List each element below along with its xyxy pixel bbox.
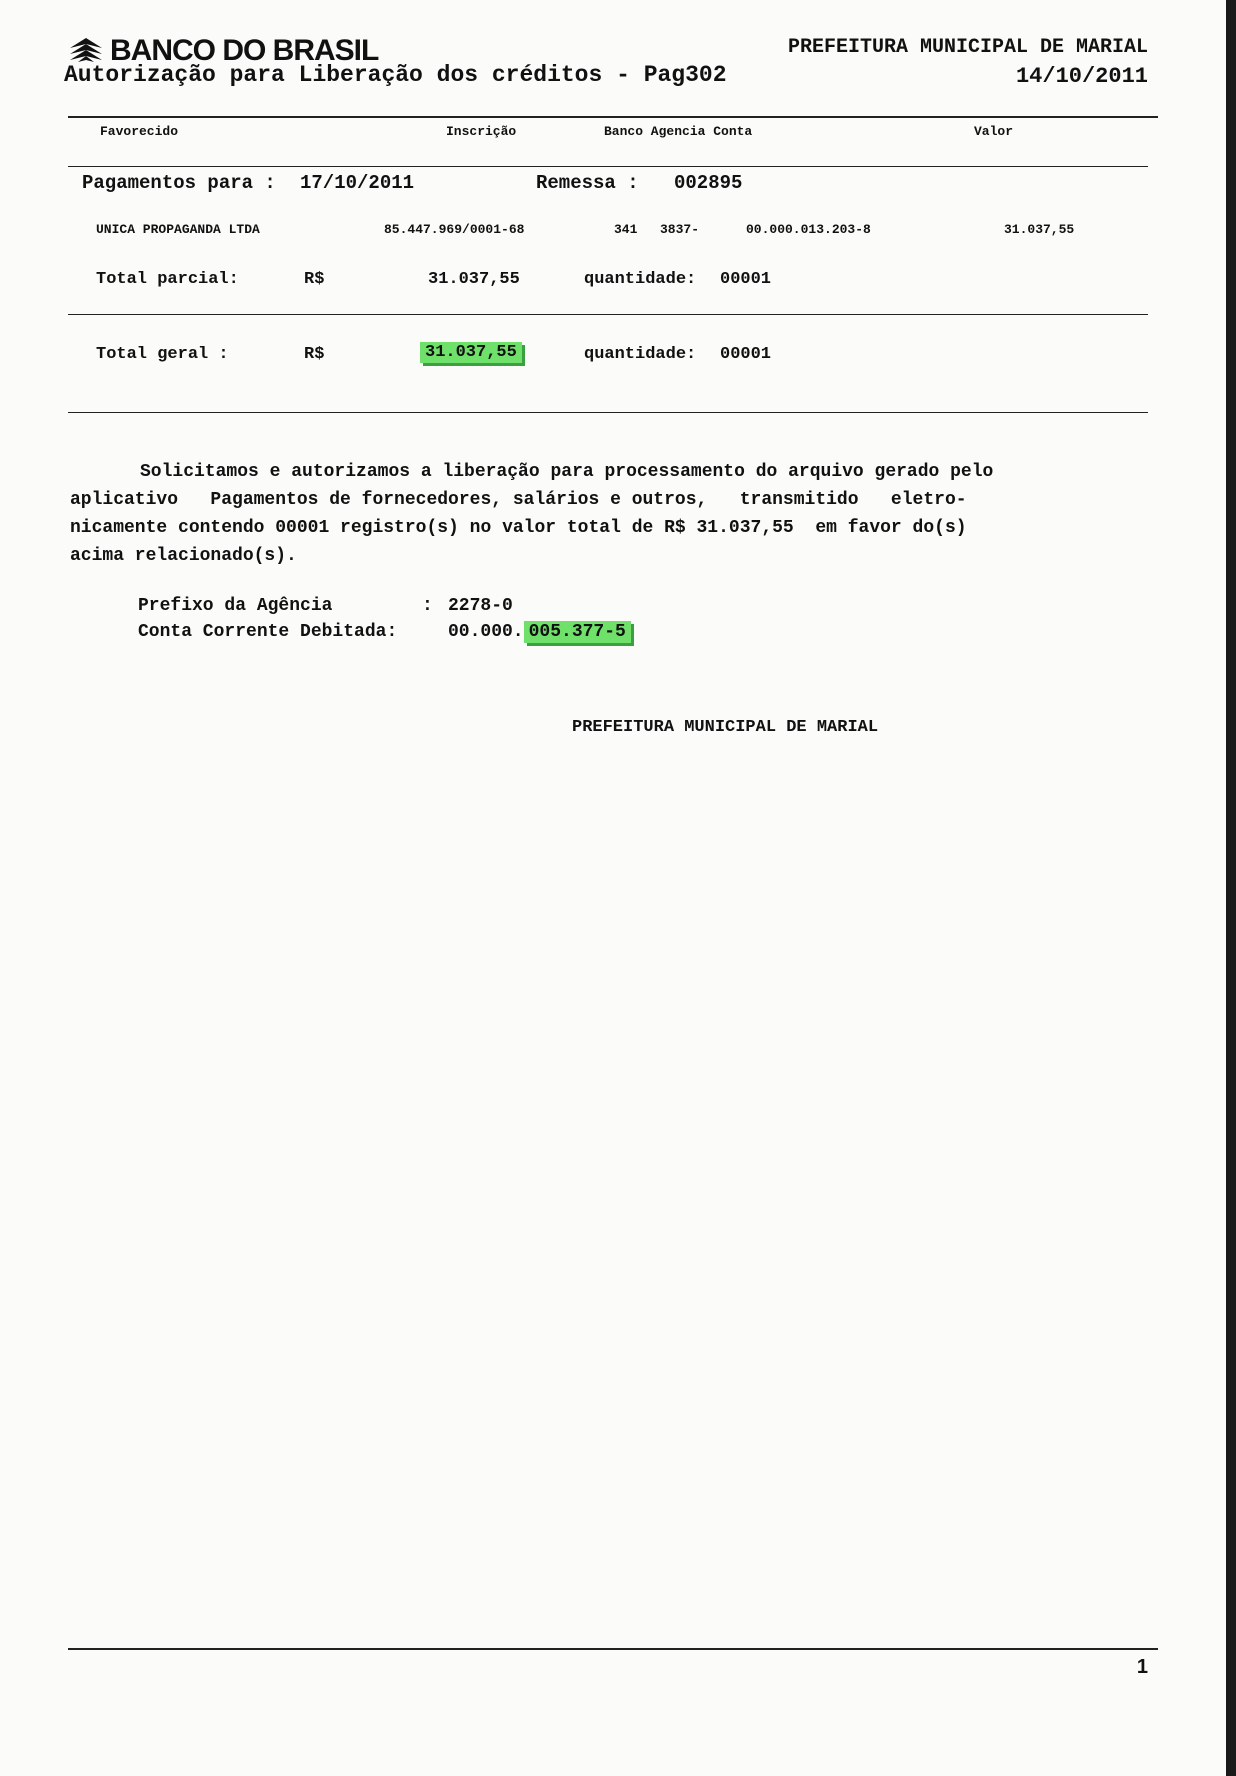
signer-name: PREFEITURA MUNICIPAL DE MARIAL: [572, 718, 879, 737]
paragraph-line: acima relacionado(s).: [70, 546, 297, 566]
total-geral-qty-label: quantidade:: [584, 345, 697, 364]
paragraph-line: aplicativo Pagamentos de fornecedores, salários e outros, transmitido eletro-: [70, 490, 967, 510]
conta-value: [448, 622, 631, 642]
bank-name: BANCO DO BRASIL: [110, 34, 379, 67]
col-valor: Valor: [974, 124, 1014, 139]
total-parcial-label: Total parcial:: [96, 270, 239, 289]
entry-inscricao: 85.447.969/0001-68: [384, 222, 525, 237]
total-geral-highlight: 31.037,55: [420, 342, 522, 363]
subtotal-divider: [68, 314, 1148, 315]
col-banco-agencia-conta: Banco Agencia Conta: [604, 124, 753, 139]
total-divider: [68, 412, 1148, 413]
total-parcial-qty-label: quantidade:: [584, 270, 697, 289]
section-divider: [68, 166, 1148, 167]
total-geral-qty: 00001: [720, 345, 772, 364]
document-title: Autorização para Liberação dos créditos - Pag302: [64, 62, 727, 88]
paragraph-line: nicamente contendo 00001 registro(s) no valor total de R$ 31.037,55 em favor do(s): [70, 518, 967, 538]
header-divider: [68, 116, 1158, 118]
prefixo-separator: :: [422, 596, 433, 616]
conta-label: Conta Corrente Debitada:: [138, 622, 398, 642]
pagamentos-label: Pagamentos para :: [82, 172, 276, 194]
total-geral-currency: R$: [304, 345, 325, 364]
entry-favorecido: UNICA PROPAGANDA LTDA: [96, 222, 260, 237]
total-parcial-value: 31.037,55: [428, 270, 520, 289]
document-date: 14/10/2011: [1015, 64, 1148, 89]
total-parcial-qty: 00001: [720, 270, 772, 289]
prefixo-label: Prefixo da Agência: [138, 596, 333, 616]
prefixo-value: 2278-0: [448, 596, 513, 616]
total-parcial-currency: R$: [304, 270, 325, 289]
remessa-label: Remessa :: [536, 172, 639, 194]
col-inscricao: Inscrição: [446, 124, 517, 139]
conta-highlight: 005.377-5: [524, 621, 631, 643]
pagamentos-date: 17/10/2011: [300, 172, 415, 194]
total-geral-label: Total geral :: [96, 345, 229, 364]
col-favorecido: Favorecido: [100, 124, 179, 139]
footer-divider: [68, 1648, 1158, 1650]
authorization-paragraph: [70, 458, 1110, 570]
issuer-name: PREFEITURA MUNICIPAL DE MARIAL: [787, 36, 1148, 59]
entry-valor: 31.037,55: [1004, 222, 1075, 237]
entry-agencia: 3837-: [660, 222, 700, 237]
entry-banco: 341: [614, 222, 638, 237]
entry-conta: 00.000.013.203-8: [746, 222, 871, 237]
remessa-number: 002895: [674, 172, 743, 194]
paragraph-line: Solicitamos e autorizamos a liberação para processamento do arquivo gerado pelo: [140, 462, 994, 482]
conta-prefix: 00.000.: [448, 622, 524, 642]
page-number: 1: [1136, 1656, 1148, 1678]
total-geral-value: [420, 343, 522, 362]
